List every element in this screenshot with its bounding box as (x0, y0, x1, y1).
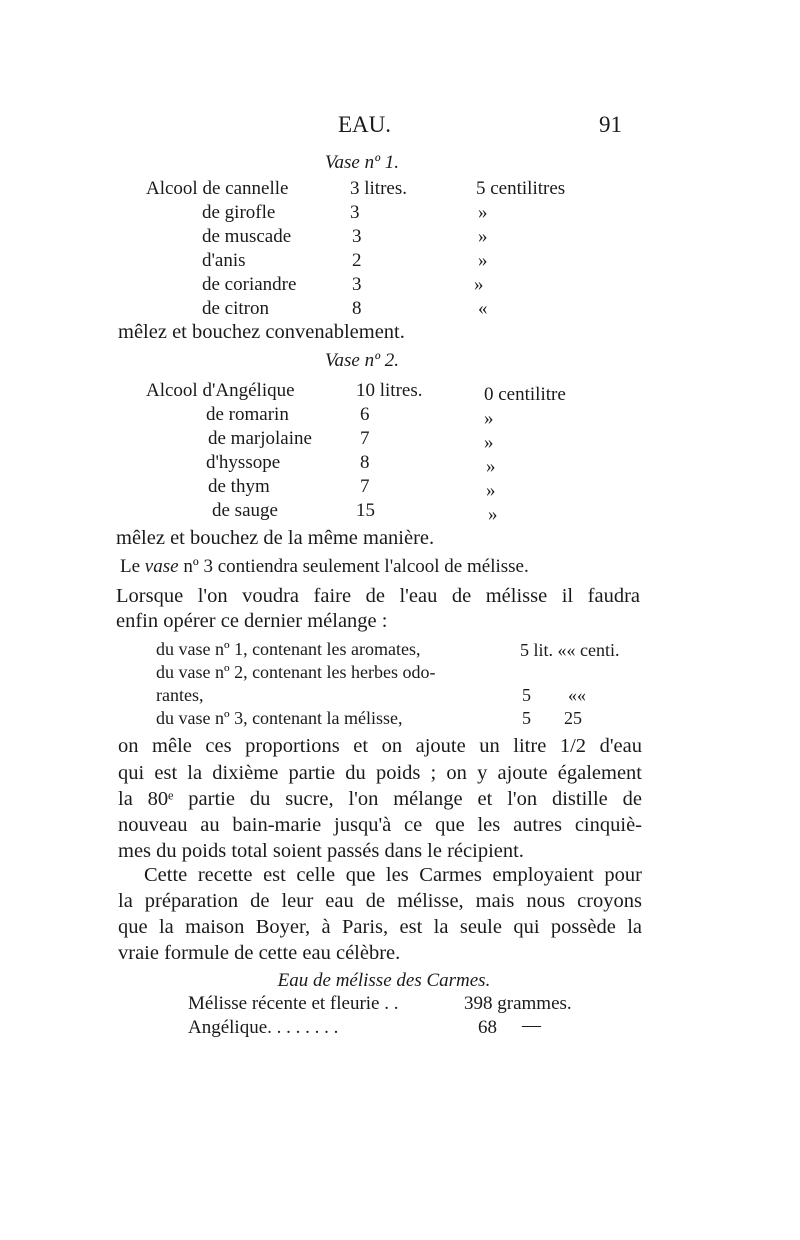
vase1-row-cl: 5 centilitres (476, 178, 566, 199)
vase2-row-qty: 8 (360, 452, 370, 473)
vase1-row-qty: 3 litres. (350, 178, 407, 199)
vase2-row-cl: » (484, 408, 494, 429)
paragraph1-line: qui est la dixième partie du poids ; on y ajoute également (118, 762, 642, 784)
intro-line: Lorsque l'on voudra faire de l'eau de mélisse il faudra (116, 585, 640, 607)
vase3-note-post: nº 3 contiendra seulement l'alcool de mélisse. (178, 556, 529, 577)
paragraph2-line: que la maison Boyer, à Paris, est la seule qui possède la (118, 916, 642, 938)
vase3-note-em: vase (144, 556, 179, 577)
recipe-row-name: Mélisse récente et fleurie . . (188, 993, 399, 1014)
vase1-row-qty: 8 (352, 298, 362, 319)
recipe-row-value: 68 (478, 1017, 497, 1038)
vase1-row-qty: 2 (352, 250, 362, 271)
vase1-row-name: d'anis (202, 250, 246, 271)
vase1-row-cl: » (478, 226, 488, 247)
paragraph2-line: la préparation de leur eau de mélisse, mais nous croyons (118, 890, 642, 912)
mix-value: «« (568, 685, 586, 705)
mix-value: 5 lit. «« centi. (520, 640, 620, 660)
mix-line: du vase nº 2, contenant les herbes odo- (156, 662, 436, 682)
paragraph2-line: Cette recette est celle que les Carmes employaient pour (144, 864, 642, 886)
vase2-row-cl: 0 centilitre (484, 384, 566, 405)
vase1-row-qty: 3 (350, 202, 360, 223)
paragraph1-line: la 80ᵉ partie du sucre, l'on mélange et l'on distille de (118, 788, 642, 810)
paragraph1-line: mes du poids total soient passés dans le récipient. (118, 840, 524, 862)
vase1-row-name: de muscade (202, 226, 292, 247)
vase1-title: Vase nº 1. (325, 152, 399, 173)
vase2-row-qty: 6 (360, 404, 370, 425)
vase1-row-cl: » (478, 250, 488, 271)
vase3-note-pre: Le (120, 556, 145, 577)
vase1-row-cl: « (478, 298, 488, 319)
vase2-row-cl: » (486, 480, 496, 501)
paragraph2-line: vraie formule de cette eau célèbre. (118, 942, 401, 964)
recipe-row-value: 398 grammes. (464, 993, 572, 1014)
vase2-row-qty: 10 litres. (356, 380, 423, 401)
recipe-row-name: Angélique. . . . . . . . (188, 1017, 339, 1038)
recipe-row-dash: — (522, 1015, 541, 1036)
vase2-row-name: d'hyssope (206, 452, 281, 473)
mix-line: du vase nº 1, contenant les aromates, (156, 639, 421, 659)
vase3-note (120, 556, 529, 578)
paragraph1-line: on mêle ces proportions et on ajoute un litre 1/2 d'eau (118, 735, 642, 757)
mix-line: du vase nº 3, contenant la mélisse, (156, 708, 403, 728)
mix-value: 5 (522, 708, 531, 728)
mix-value: 5 (522, 685, 531, 705)
page-number: 91 (599, 112, 622, 137)
vase1-row-name: Alcool de cannelle (146, 178, 289, 199)
vase1-row-name: de citron (202, 298, 270, 319)
vase1-closing: mêlez et bouchez convenablement. (118, 321, 405, 343)
running-head: EAU. (338, 112, 392, 137)
intro-line: enfin opérer ce dernier mélange : (116, 610, 388, 632)
vase2-row-qty: 7 (360, 476, 370, 497)
vase2-row-name: de thym (208, 476, 270, 497)
paragraph1-line: nouveau au bain-marie jusqu'à ce que les autres cinquiè- (118, 814, 642, 836)
vase1-row-name: de coriandre (202, 274, 297, 295)
vase2-row-cl: » (488, 504, 498, 525)
vase2-row-cl: » (486, 456, 496, 477)
vase2-row-qty: 15 (356, 500, 375, 521)
recipe-title: Eau de mélisse des Carmes. (277, 970, 491, 991)
vase2-row-name: Alcool d'Angélique (146, 380, 295, 401)
vase1-row-qty: 3 (352, 226, 362, 247)
vase1-row-name: de girofle (202, 202, 276, 223)
vase1-row-qty: 3 (352, 274, 362, 295)
vase2-title: Vase nº 2. (325, 350, 399, 371)
mix-value: 25 (564, 708, 582, 728)
mix-line: rantes, (156, 685, 204, 705)
vase2-row-name: de marjolaine (208, 428, 312, 449)
vase2-row-name: de sauge (212, 500, 278, 521)
vase2-row-cl: » (484, 432, 494, 453)
vase2-closing: mêlez et bouchez de la même manière. (116, 527, 435, 549)
vase1-row-cl: » (474, 274, 484, 295)
vase2-row-name: de romarin (206, 404, 289, 425)
vase2-row-qty: 7 (360, 428, 370, 449)
vase1-row-cl: » (478, 202, 488, 223)
